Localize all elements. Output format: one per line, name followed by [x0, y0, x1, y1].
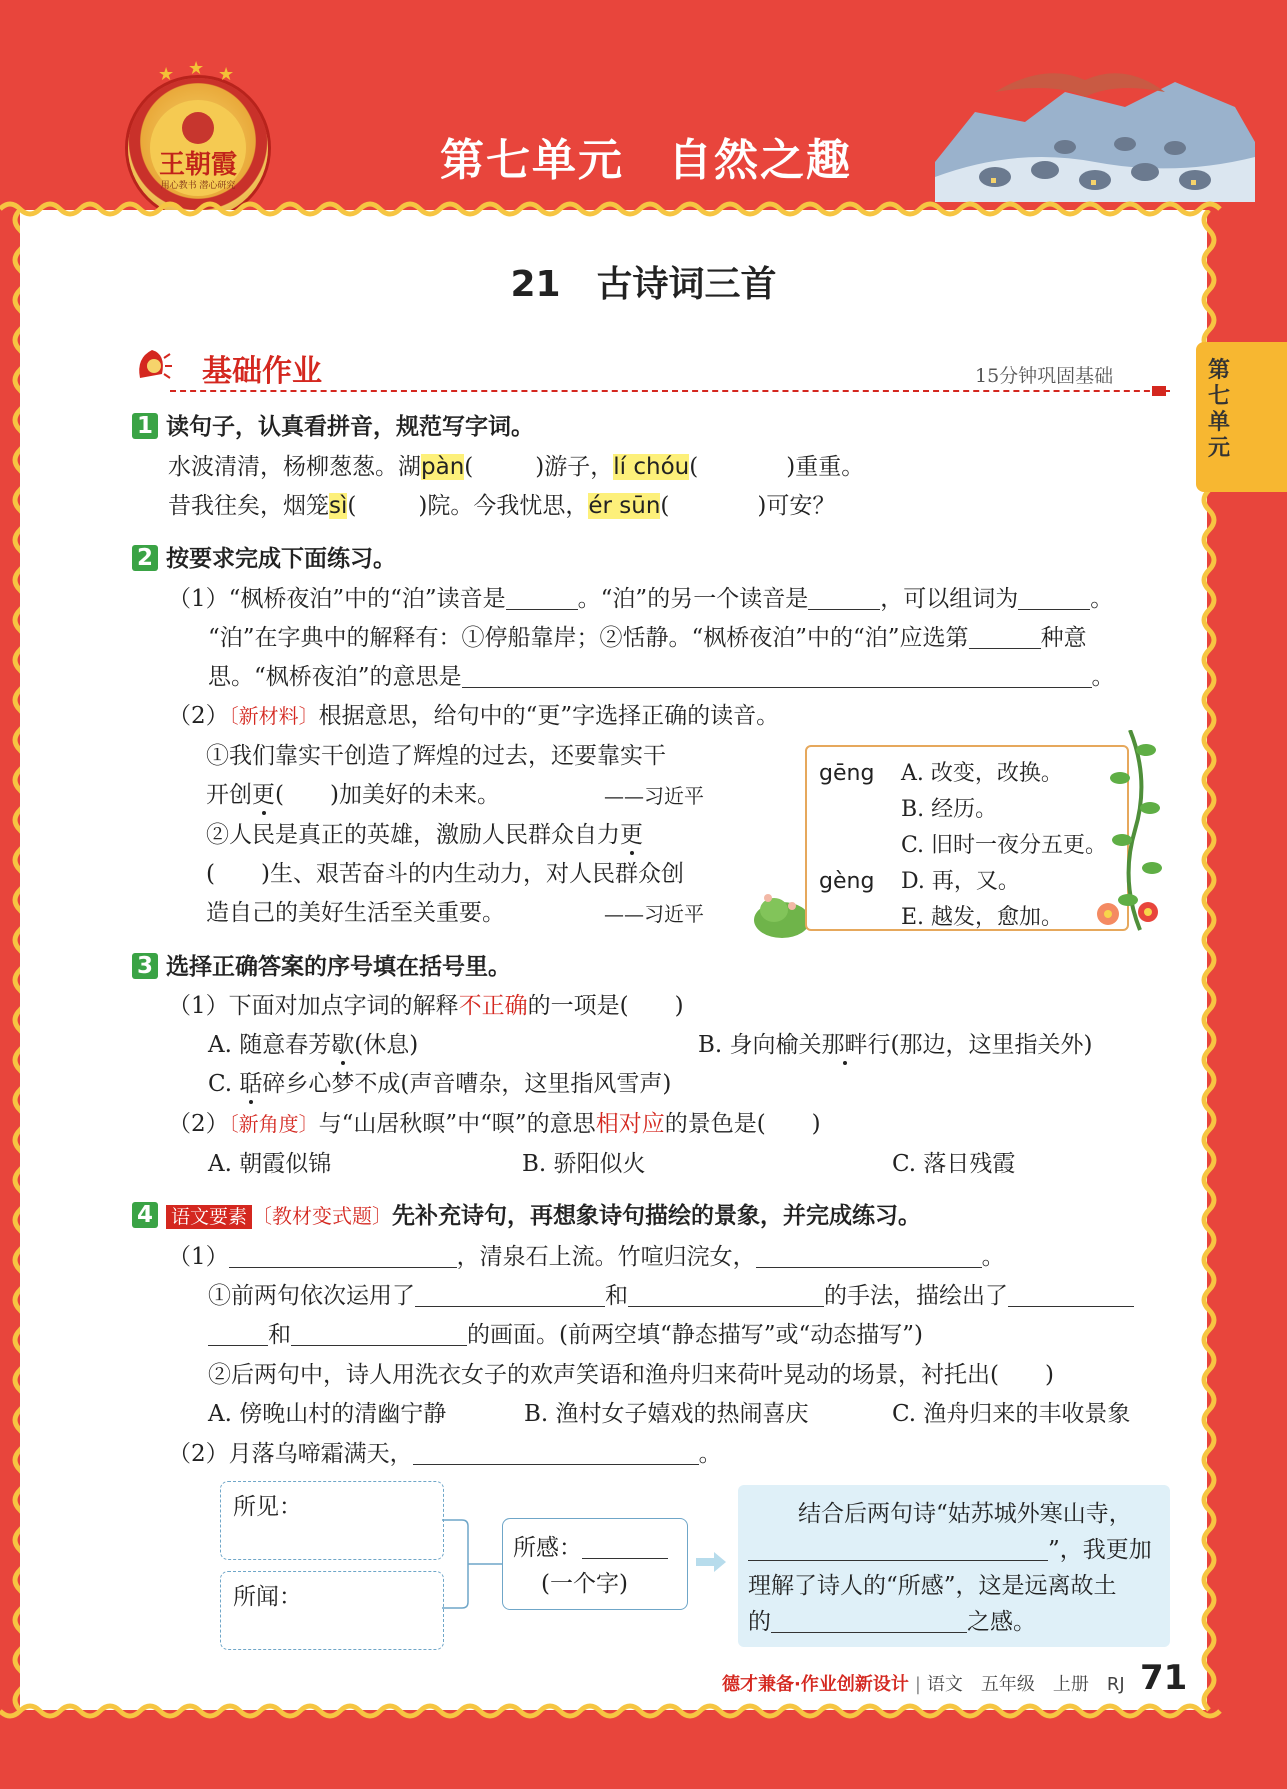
page-number: 71 [1140, 1658, 1188, 1698]
q2-line-3: 思。“枫桥夜泊”的意思是 。 [208, 664, 1115, 690]
q3-option-c[interactable]: C. 聒碎乡心梦不成(声音嘈杂，这里指风雪声) [208, 1071, 672, 1097]
answer-blank[interactable] [771, 1608, 967, 1633]
answer-blank[interactable] [748, 1536, 1048, 1561]
q2-line-4: （2）〔新材料〕根据意思，给句中的“更”字选择正确的读音。 [168, 703, 780, 729]
seen-box[interactable]: 所见： [220, 1481, 444, 1560]
q3-option-a[interactable]: A. 随意春芳歇(休息) [208, 1032, 419, 1058]
answer-blank[interactable] [969, 624, 1041, 649]
q2-sentence-1a: ①我们靠实干创造了辉煌的过去，还要靠实干 [206, 743, 666, 769]
pinyin-li-chou: lí chóu [613, 454, 690, 480]
unit-side-tab-label: 第七单元 [1208, 358, 1231, 461]
q4-title: 4 语文要素 〔教材变式题〕先补充诗句，再想象诗句描绘的景象，并完成练习。 [132, 1201, 921, 1232]
q4-choice-a[interactable]: A. 傍晚山村的清幽宁静 [208, 1401, 447, 1427]
bracket-connector [442, 1518, 502, 1610]
q4-choice-c[interactable]: C. 渔舟归来的丰收景象 [892, 1401, 1131, 1427]
answer-blank[interactable] [291, 1321, 467, 1346]
border-wave-bottom [0, 1698, 1230, 1724]
q3-line-2: （2）〔新角度〕与“山居秋暝”中“暝”的意思相对应的景色是( ) [168, 1111, 821, 1137]
q3-line-1: （1）下面对加点字词的解释不正确的一项是( ) [168, 993, 684, 1019]
q2-line-2: “泊”在字典中的解释有：①停船靠岸；②恬静。“枫桥夜泊”中的“泊”应选第 种意 [208, 625, 1087, 651]
heard-box[interactable]: 所闻： [220, 1571, 444, 1650]
q2-line-1: （1）“枫桥夜泊”中的“泊”读音是 。“泊”的另一个读音是 ，可以组词为 。 [168, 586, 1114, 612]
q3-number: 3 [132, 953, 158, 979]
publisher-logo: ★ ★ ★ 王朝霞 用心教书 潜心研究 [128, 78, 268, 218]
q1-line-1: 水波清清，杨柳葱葱。湖pàn( )游子，lí chóu( )重重。 [168, 454, 865, 480]
q1-title: 1 读句子，认真看拼音，规范写字词。 [132, 412, 534, 442]
lesson-title: 21 古诗词三首 [510, 264, 777, 305]
pinyin-pan: pàn [421, 454, 465, 480]
answer-blank[interactable] [808, 585, 880, 610]
q4-line-4: ②后两句中，诗人用洗衣女子的欢声笑语和渔舟归来荷叶晃动的场景，衬托出( ) [208, 1362, 1054, 1388]
q4-line-3: 和 的画面。(前两空填“静态描写”或“动态描写”) [208, 1320, 923, 1350]
answer-blank[interactable] [413, 1440, 699, 1465]
q3-title: 3 选择正确答案的序号填在括号里。 [132, 952, 511, 982]
q1-line-2: 昔我往矣，烟笼sì( )院。今我忧思，ér sūn( )可安？ [168, 493, 836, 519]
q4-line-5: （2）月落乌啼霜满天， 。 [168, 1441, 722, 1467]
q4-line-1: （1） ，清泉石上流。竹喧归浣女， 。 [168, 1244, 1005, 1270]
right-arrow-icon [696, 1550, 728, 1574]
new-material-tag: 〔新材料〕 [228, 704, 319, 728]
answer-blank[interactable] [208, 1321, 268, 1346]
answer-blank[interactable] [506, 585, 578, 610]
q2-sentence-2b: ( )生、艰苦奋斗的内生动力，对人民群众创 [206, 861, 684, 887]
section-note: 15分钟巩固基础 [975, 365, 1114, 387]
q4-choice-b[interactable]: B. 渔村女子嬉戏的热闹喜庆 [524, 1401, 809, 1427]
footer-brand: 德才兼备·作业创新设计 [722, 1674, 909, 1695]
vine-flower-illustration [1080, 730, 1180, 940]
answer-blank[interactable] [582, 1534, 668, 1559]
snow-village-illustration [935, 52, 1255, 202]
q3-choice-c[interactable]: C. 落日残霞 [892, 1151, 1016, 1177]
answer-blank[interactable] [229, 1243, 457, 1268]
felt-box[interactable]: 所感： (一个字) [502, 1518, 688, 1610]
section-title: 基础作业 [202, 354, 322, 389]
q4-line-2: ①前两句依次运用了 和 的手法，描绘出了 [208, 1281, 1134, 1311]
language-element-badge: 语文要素 [166, 1205, 252, 1229]
q2-number: 2 [132, 545, 158, 571]
answer-blank[interactable] [462, 663, 1092, 688]
author-portrait [182, 112, 214, 144]
q3-choice-a[interactable]: A. 朝霞似锦 [208, 1151, 332, 1177]
new-angle-tag: 〔新角度〕 [228, 1112, 319, 1136]
quote-source: ——习近平 [604, 902, 704, 926]
shrub-illustration [752, 880, 812, 938]
border-wave-top [0, 196, 1230, 222]
answer-blank[interactable] [415, 1282, 605, 1307]
reflection-box: 结合后两句诗“姑苏城外寒山寺， ”，我更加 理解了诗人的“所感”，这是远离故土 的 之感。 [738, 1485, 1170, 1647]
q3-option-b[interactable]: B. 身向榆关那畔行(那边，这里指关外) [698, 1032, 1093, 1058]
section-divider [170, 390, 1170, 392]
answer-blank[interactable] [1018, 585, 1090, 610]
q4-number: 4 [132, 1202, 158, 1228]
footer-info: 德才兼备·作业创新设计 | 语文 五年级 上册 RJ [722, 1674, 1125, 1695]
pronunciation-box: gēng A. 改变，改换。 B. 经历。 C. 旧时一夜分五更。 gèng D. 再，又。 E. 越发，愈加。 [805, 745, 1129, 931]
answer-blank[interactable] [756, 1243, 982, 1268]
pinyin-er-sun: ér sūn [588, 493, 661, 519]
quote-source: ——习近平 [604, 784, 704, 808]
bell-icon [132, 344, 172, 384]
unit-title: 第七单元 自然之趣 [440, 135, 852, 186]
q3-choice-b[interactable]: B. 骄阳似火 [522, 1151, 646, 1177]
section-divider-end [1152, 386, 1166, 396]
q2-sentence-2c: 造自己的美好生活至关重要。 [206, 900, 505, 926]
q2-sentence-1b: 开创更( )加美好的未来。 [206, 782, 500, 808]
pinyin-si: sì [329, 493, 348, 519]
q1-number: 1 [132, 413, 158, 439]
answer-blank[interactable] [628, 1282, 824, 1307]
q2-sentence-2a: ②人民是真正的英雄，激励人民群众自力更 [206, 822, 643, 848]
answer-blank[interactable] [1008, 1282, 1134, 1307]
q2-title: 2 按要求完成下面练习。 [132, 544, 396, 574]
